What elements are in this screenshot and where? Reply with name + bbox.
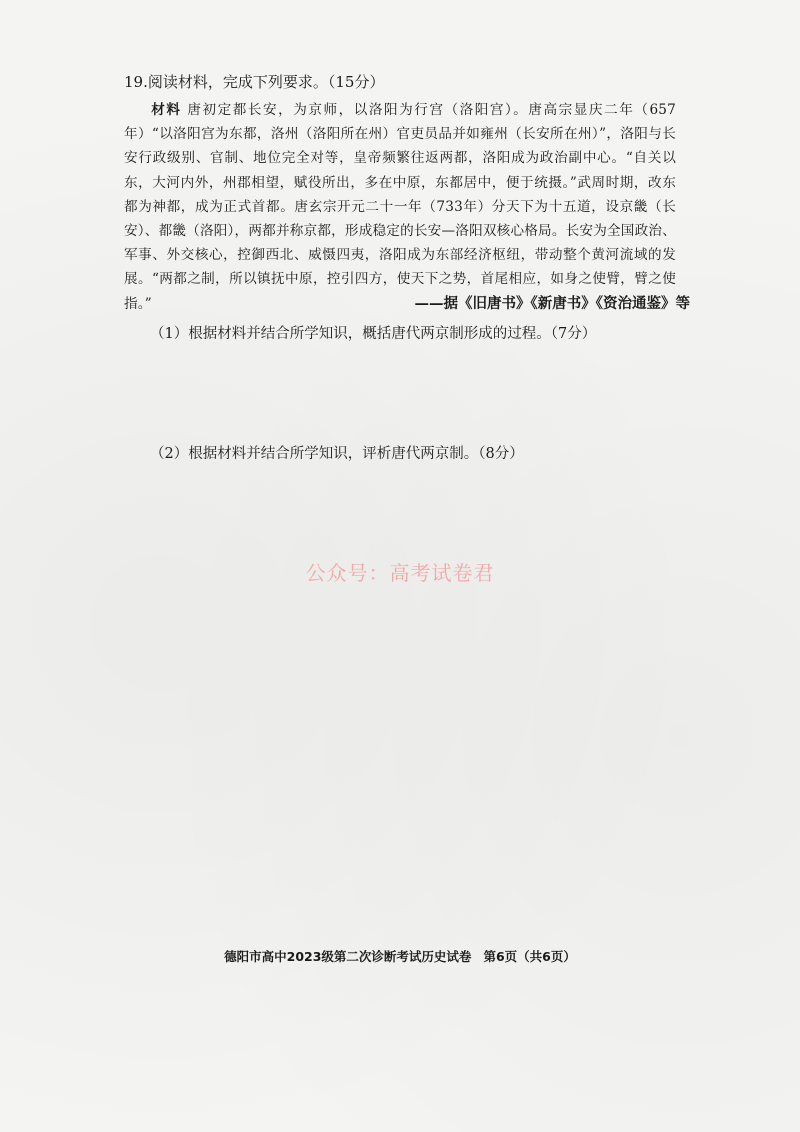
- sub-question-2: （2）根据材料并结合所学知识，评析唐代两京制。（8分）: [150, 446, 524, 462]
- material-source: ——据《旧唐书》《新唐书》《资治通鉴》等: [414, 295, 690, 312]
- page-footer: [0, 947, 800, 965]
- material-label: 材料: [151, 102, 182, 118]
- sub-question-1: （1）根据材料并结合所学知识，概括唐代两京制形成的过程。（7分）: [150, 326, 597, 342]
- material-passage: [124, 98, 676, 316]
- watermark: 公众号：高考试卷君: [305, 561, 495, 585]
- material-text: 唐初定都长安，为京师，以洛阳为行宫（洛阳宫）。唐高宗显庆二年（657年）“以洛阳宫为东都，洛州（洛阳所在州）官吏员品并如雍州（长安所在州）”，洛阳与长安行政级别、官制、地位完全对等，皇帝频繁往返两都，洛阳成为政治副中心。“自关以东，大河内外，州郡相望，赋役所出，多在中原，东都居中，便于统摄。”武周时期，改东都为神都，成为正式首都。唐玄宗开元二十一年（733年）分天下为十五道，设京畿（长安）、都畿（洛阳），两都并称京都，形成稳定的长安—洛阳双核心格局。长安为全国政治、军事、外交核心，控御西北、威慑四夷，洛阳成为东部经济枢纽，带动整个黄河流域的发展。“两都之制，所以镇抚中原，控引四方，使天下之势，首尾相应，如身之使臂，臂之使指。”: [124, 102, 676, 312]
- question-title: 19.阅读材料，完成下列要求。（15分）: [124, 73, 385, 91]
- footer-page-number: 第6页（共6页）: [483, 949, 576, 964]
- footer-exam-title: 德阳市高中2023级第二次诊断考试历史试卷: [224, 949, 472, 964]
